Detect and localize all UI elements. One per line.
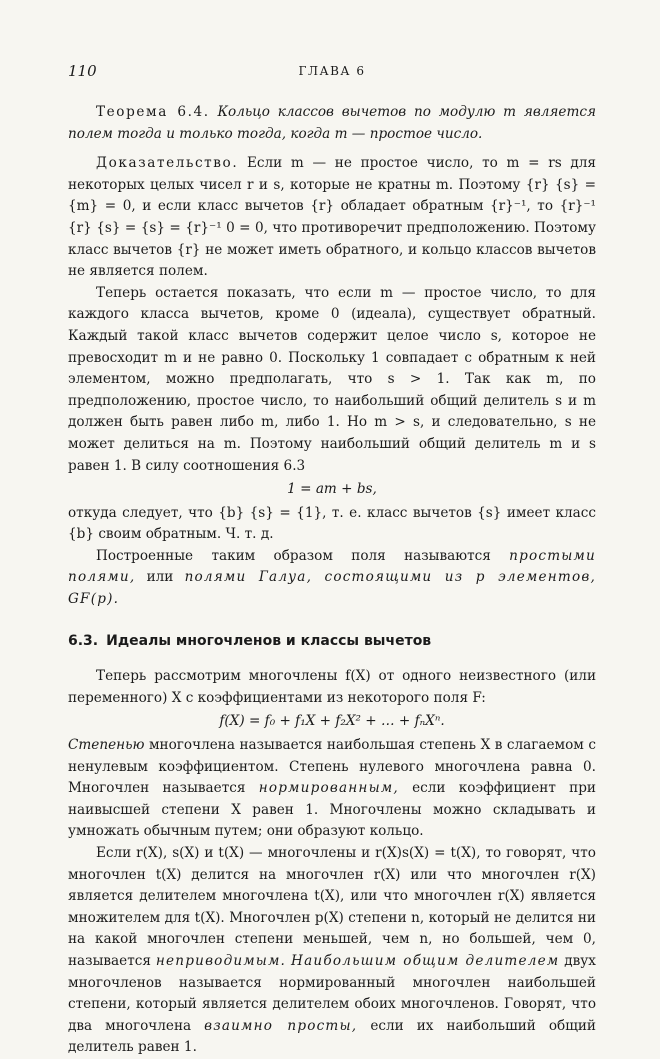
formula-2: f(X) = f₀ + f₁X + f₂X² + … + fₙXⁿ. — [219, 713, 445, 730]
term-normalized: нормированным, — [258, 780, 399, 797]
proof-label: Доказательство. — [96, 155, 239, 172]
p3-text-f: если их наибольший общий делитель равен 1. — [68, 1017, 596, 1056]
running-title: ГЛАВА 6 — [298, 64, 366, 78]
p3-text-a: Если r(X), s(X) и t(X) — многочлены и r(X)s(X) = t(X), то говорят, что многочлен t(X) делится на многочлен r(X) или что многочлен r(X) является делителем многочлена t(X), или что многочлен r(X) является множителем для t(X). Многочлен p(X) степени n, который не делится ни на какой многочлен степени меньшей, чем n, но большей, чем 0, называется — [68, 845, 596, 969]
theorem-text: Кольцо классов вычетов по модулю m является полем тогда и только тогда, когда m — простое число. — [68, 104, 596, 142]
section-paragraph-3 — [68, 843, 596, 1059]
term-galois-fields: полями Галуа, состоящими из p элементов, GF(p). — [68, 569, 597, 608]
page-body — [68, 102, 596, 1059]
term-degree: Степенью — [68, 737, 145, 754]
p2-text-d: если коэффициент при наивысшей степени X равен 1. Многочлены можно складывать и умножать обычным путем; они образуют кольцо. — [68, 780, 596, 840]
term-gcd: Наибольшим общим делителем — [291, 952, 560, 969]
page-number: 110 — [68, 62, 97, 80]
page-header — [68, 62, 596, 84]
p4-text-c: или — [146, 569, 174, 586]
p3-text-d: двух многочленов называется нормированный многочлен наибольшей степени, который является делителем обоих многочленов. Говорят, что два многочлена — [68, 952, 596, 1034]
proof-paragraph-1 — [68, 153, 596, 283]
term-irreducible: неприводимым. — [155, 952, 287, 969]
proof-paragraph-3: откуда следует, что {b} {s} = {1}, т. е. класс вычетов {s} имеет класс {b} своим обратным. Ч. т. д. — [68, 504, 596, 543]
p2-text-b: многочлена называется наибольшая степень X в слагаемом с ненулевым коэффициентом. Степень нулевого многочлена равна 0. Многочлен называется — [68, 737, 596, 797]
section-heading — [68, 631, 596, 653]
term-coprime: взаимно просты, — [204, 1017, 358, 1034]
theorem-label: Теорема 6.4. — [96, 104, 210, 120]
section-paragraph-2 — [68, 735, 596, 843]
p4-text-a: Построенные таким образом поля называются — [96, 547, 491, 564]
section-title: Идеалы многочленов и классы вычетов — [106, 632, 432, 649]
section-paragraph-1: Теперь рассмотрим многочлены f(X) от одного неизвестного (или переменного) X с коэффициентами из некоторого поля F: — [68, 668, 596, 706]
proof-text-1: Если m — не простое число, то m = rs для некоторых целых чисел r и s, которые не кратны m. Поэтому {r} {s} = {m} = 0, и если класс вычетов {r} обладает обратным {r}⁻¹, то {r}⁻¹ {r} {s} = {s} = {r}⁻¹ 0 = 0, что противоречит предположению. Поэтому класс вычетов {r} не может иметь обратного, и кольцо классов вычетов не является полем. — [68, 155, 597, 280]
proof-paragraph-2: Теперь остается показать, что если m — простое число, то для каждого класса вычетов, кроме 0 (идеала), существует обратный. Каждый такой класс вычетов содержит целое число s, которое не превосходит m и не равно 0. Поскольку 1 совпадает с обратным к ней элементом, можно предполагать, что s > 1. Так как m, по предположению, простое число, то наибольший общий делитель s и m должен быть равен либо m, либо 1. Но m > s, и следовательно, s не может делиться на m. Поэтому наибольший общий делитель m и s равен 1. В силу соотношения 6.3 — [68, 284, 596, 474]
section-number: 6.3. — [68, 632, 99, 649]
formula-1: 1 = am + bs, — [287, 481, 377, 498]
term-prime-fields: простыми полями, — [68, 547, 596, 586]
theorem-paragraph — [68, 102, 596, 145]
proof-paragraph-4 — [68, 546, 596, 611]
